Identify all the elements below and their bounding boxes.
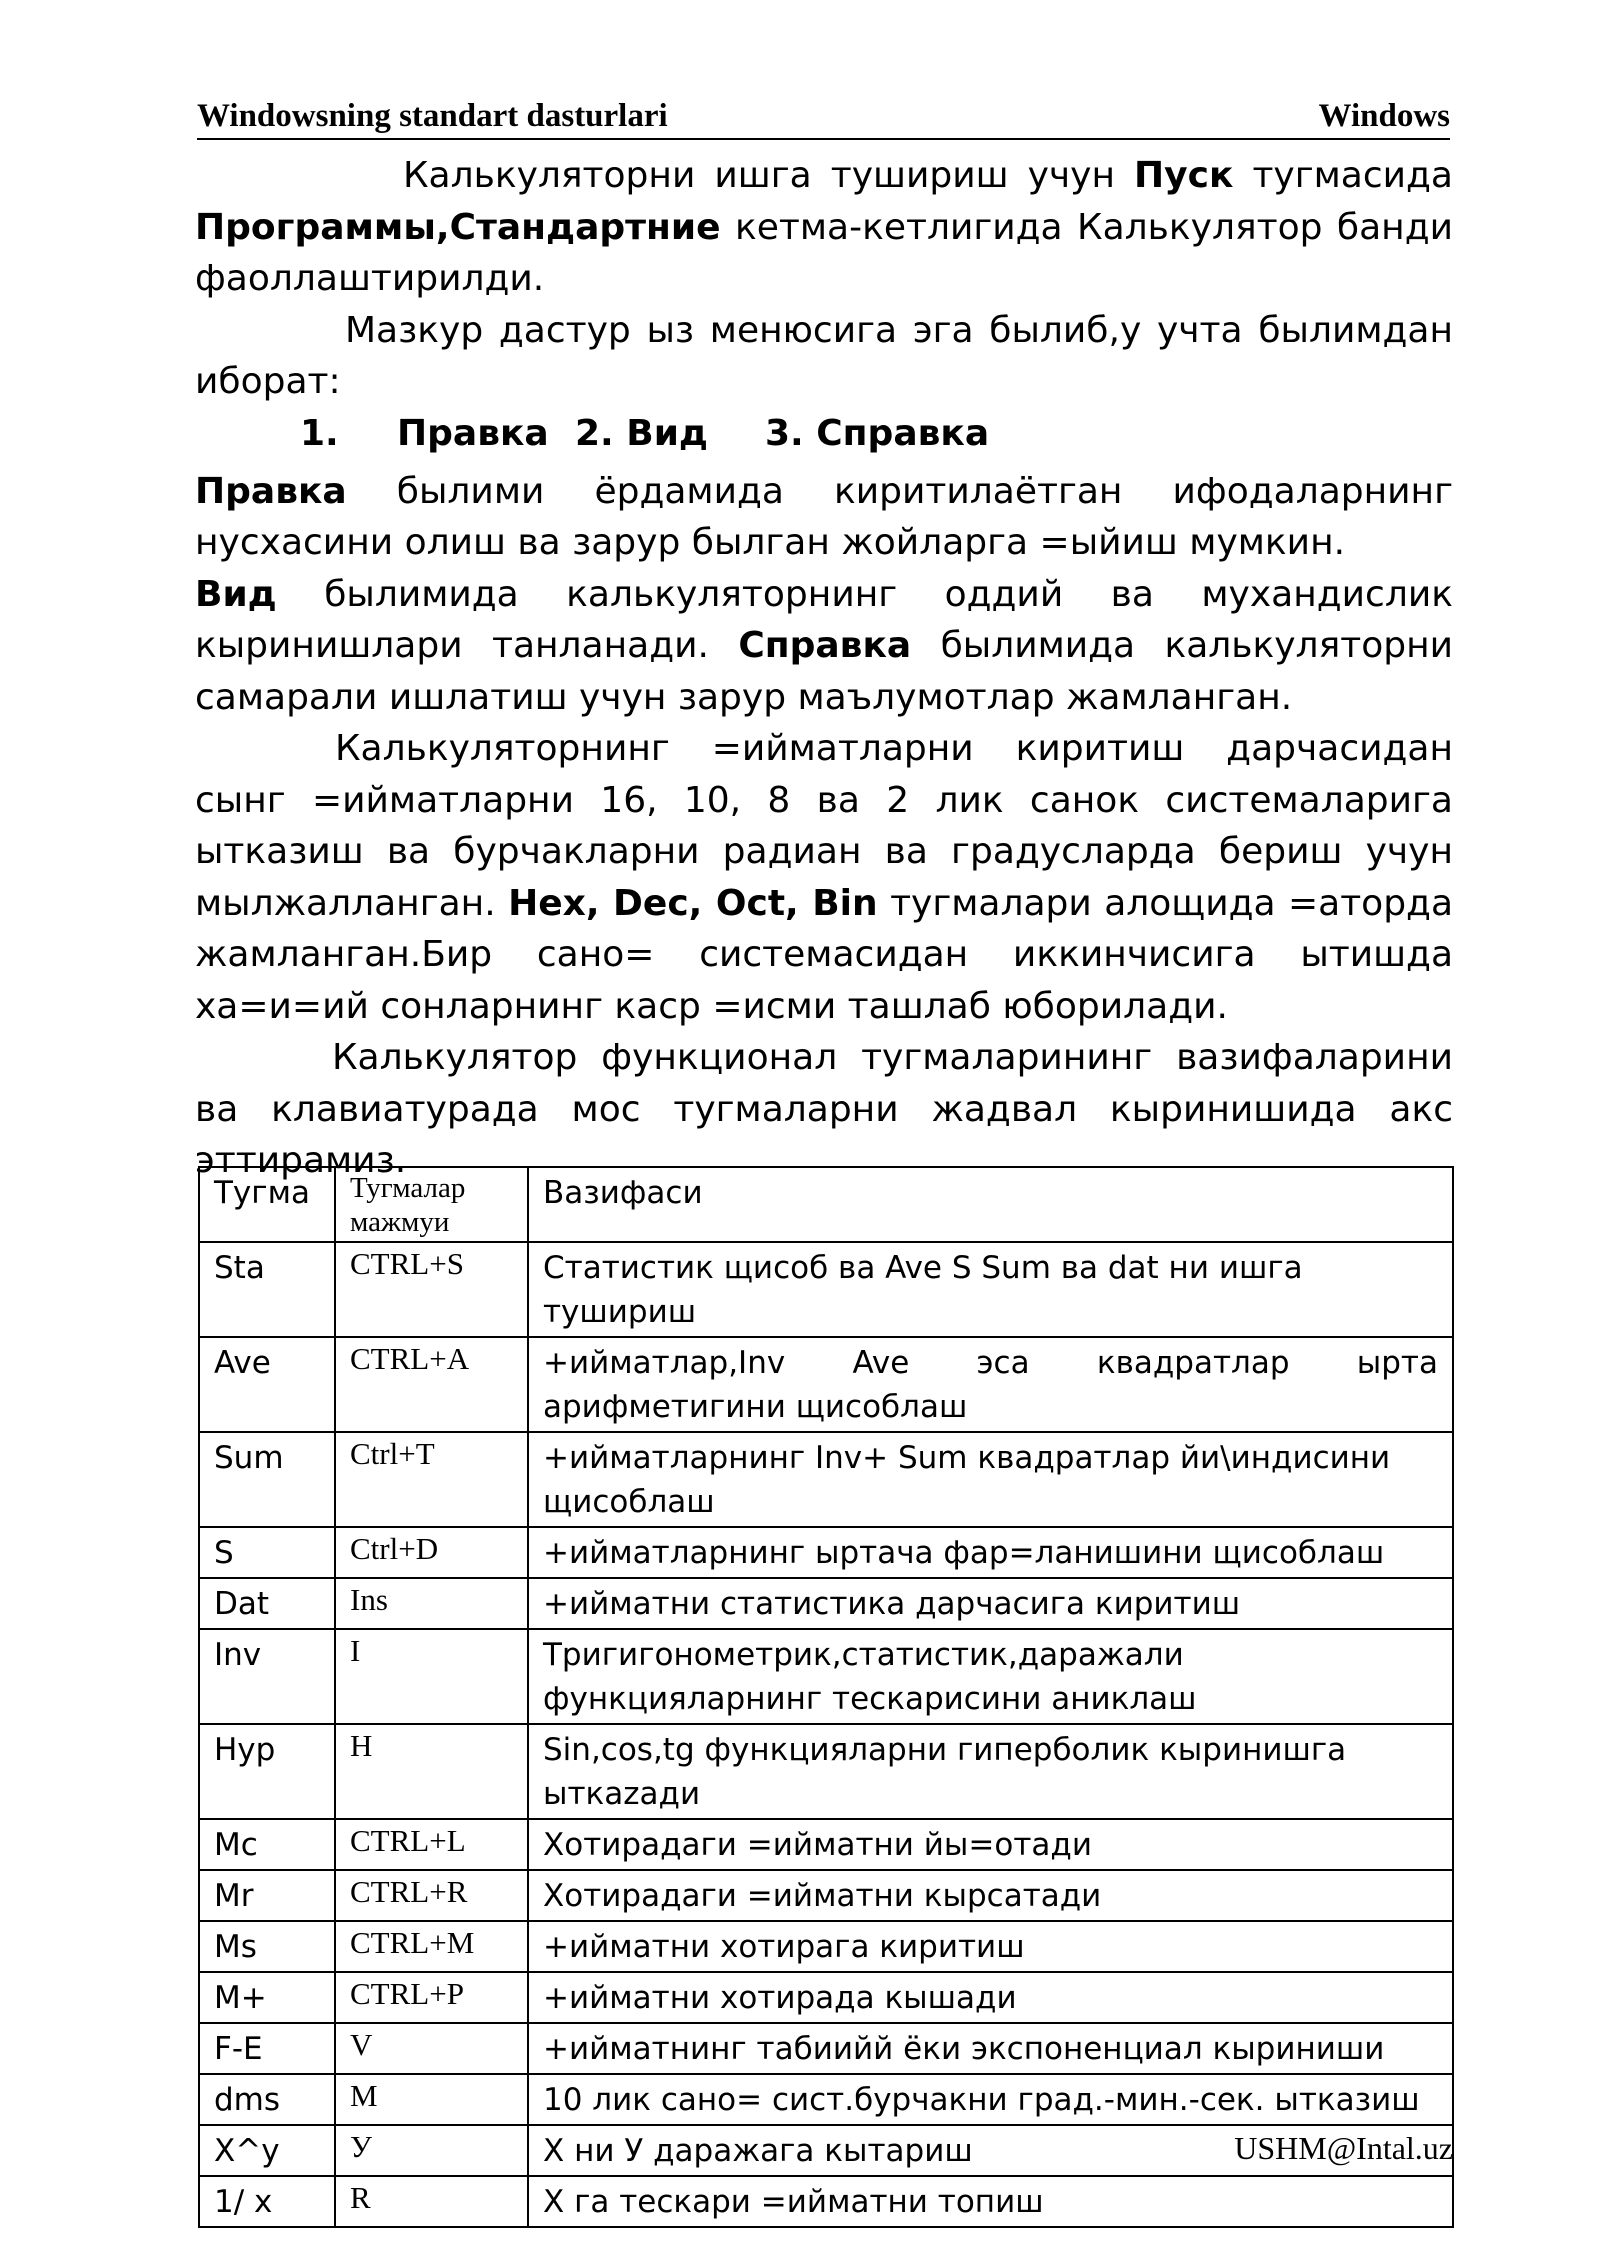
table-row — [199, 1527, 1453, 1578]
table-header-row — [199, 1167, 1453, 1242]
bold-term: Вид — [195, 573, 277, 615]
description-cell: Хотирадаги =ийматни йы=отади — [528, 1819, 1453, 1870]
table-row — [199, 1870, 1453, 1921]
description-cell: +ийматнинг табиийй ёки экспоненциал кыриниши — [528, 2023, 1453, 2074]
description-cell: Х ни У даражага кытариш — [528, 2125, 1453, 2176]
text-span: былимида калькуляторни самарали ишлатиш учун зарур маълумотлар жамланган. — [195, 625, 1454, 718]
bold-term: Программы,Стандартние — [195, 206, 721, 248]
paragraph-pravka — [195, 466, 1453, 569]
table-row — [199, 1629, 1453, 1724]
key-cell: Sta — [199, 1242, 335, 1337]
combo-cell: CTRL+M — [335, 1921, 528, 1972]
combo-cell: CTRL+P — [335, 1972, 528, 2023]
key-cell: Ms — [199, 1921, 335, 1972]
key-cell: dms — [199, 2074, 335, 2125]
key-cell: Sum — [199, 1432, 335, 1527]
paragraph-vid — [195, 569, 1453, 724]
description-cell: Тригигонометрик,статистик,даражали функцияларнинг тескарисини аниклаш — [528, 1629, 1453, 1724]
key-cell: Dat — [199, 1578, 335, 1629]
calculator-keys-table — [198, 1166, 1454, 2228]
table-row — [199, 1578, 1453, 1629]
combo-cell: H — [335, 1724, 528, 1819]
text-span: Калькуляторнинг =ийматларни киритиш дарчасидан сынг =ийматларни 16, 10, 8 ва 2 лик санок системаларига ытказиш ва бурчакларни радиан ва градусларда бериш учун мылжалланган. — [195, 728, 1453, 924]
table-row — [199, 2074, 1453, 2125]
description-cell: +ийматлар,Inv Ave эса квадратлар ырта арифметигини щисоблаш — [528, 1337, 1453, 1432]
description-cell: Sin,cos,tg функцияларни гиперболик кыринишга ыткazади — [528, 1724, 1453, 1819]
key-cell: X^y — [199, 2125, 335, 2176]
description-cell: +ийматни статистика дарчасига киритиш — [528, 1578, 1453, 1629]
key-cell: M+ — [199, 1972, 335, 2023]
key-cell: Mc — [199, 1819, 335, 1870]
description-cell: +ийматларнинг Inv+ Sum квадратлар йи\индисини щисоблаш — [528, 1432, 1453, 1527]
key-cell: S — [199, 1527, 335, 1578]
description-cell: Х га тескари =ийматни топиш — [528, 2176, 1453, 2227]
table-row — [199, 1432, 1453, 1527]
description-cell: Статистик щисоб ва Ave S Sum ва dat ни ишга тушириш — [528, 1242, 1453, 1337]
bold-term: Справка — [738, 625, 912, 666]
description-cell: +ийматни хотирада кышади — [528, 1972, 1453, 2023]
header-title: Windowsning standart dasturlari — [197, 98, 668, 134]
paragraph-menu: Мазкур дастур ыз менюсига эга былиб,у учта былимдан иборат: — [195, 309, 1453, 402]
combo-cell: CTRL+R — [335, 1870, 528, 1921]
key-cell: Inv — [199, 1629, 335, 1724]
key-cell: F-E — [199, 2023, 335, 2074]
paragraph-number-systems — [195, 723, 1453, 1032]
combo-cell: Ctrl+D — [335, 1527, 528, 1578]
header-combo: Тугмалар мажмуи — [335, 1167, 528, 1242]
description-cell: +ийматни хотирага киритиш — [528, 1921, 1453, 1972]
text-span: тугмасида — [1233, 155, 1453, 196]
footer-email: USHM@Intal.uz — [1234, 2130, 1453, 2166]
bold-term: Hex, Dec, Oct, Bin — [508, 882, 878, 924]
page-header — [197, 96, 1450, 140]
combo-cell: I — [335, 1629, 528, 1724]
text-span: тугмалари алощида =аторда жамланган.Бир сано= системасидан иккинчисига ытишда ха=и=ий сонларнинг каср =исми ташлаб юборилади. — [195, 882, 1454, 1027]
combo-cell: CTRL+A — [335, 1337, 528, 1432]
table-row — [199, 1972, 1453, 2023]
key-cell: Mr — [199, 1870, 335, 1921]
key-cell: Ave — [199, 1337, 335, 1432]
table-row — [199, 2176, 1453, 2227]
combo-cell: M — [335, 2074, 528, 2125]
bold-term: Пуск — [1134, 155, 1234, 196]
list-item-spravka: 3. Справка — [765, 412, 990, 454]
table-row — [199, 1242, 1453, 1337]
text-span: Калькуляторни ишга тушириш учун — [403, 155, 1135, 196]
table-row — [199, 1337, 1453, 1432]
header-section: Windows — [1318, 98, 1450, 134]
table-row — [199, 1921, 1453, 1972]
description-cell: 10 лик сано= сист.бурчакни град.-мин.-сек. ыткaзиш — [528, 2074, 1453, 2125]
table-row — [199, 1724, 1453, 1819]
combo-cell: V — [335, 2023, 528, 2074]
combo-cell: Ins — [335, 1578, 528, 1629]
list-number: 1. — [300, 412, 339, 454]
description-cell: +ийматларнинг ыртача фар=ланишини щисоблаш — [528, 1527, 1453, 1578]
table-row — [199, 1819, 1453, 1870]
description-cell: Хотирадаги =ийматни кырсатади — [528, 1870, 1453, 1921]
text-span: былимида калькуляторнинг оддий ва мухандислик кыринишлари танланади. — [195, 573, 1453, 666]
combo-cell: У — [335, 2125, 528, 2176]
table-row — [199, 2023, 1453, 2074]
combo-cell: CTRL+S — [335, 1242, 528, 1337]
header-key: Тугма — [199, 1167, 335, 1242]
combo-cell: CTRL+L — [335, 1819, 528, 1870]
key-cell: Hyp — [199, 1724, 335, 1819]
menu-sections-list — [195, 408, 1453, 466]
combo-cell: Ctrl+T — [335, 1432, 528, 1527]
paragraph-table-intro: Калькулятор функционал тугмаларининг вазифаларини ва клавиатурада мос тугмаларни жадвал кыринишида акс эттирамиз. — [195, 1037, 1453, 1181]
list-item-pravka: Правка — [397, 412, 549, 454]
text-span: кетма-кетлигида Калькулятор банди фаоллаштирилди. — [195, 206, 1453, 299]
document-body — [195, 150, 1453, 1187]
combo-cell: R — [335, 2176, 528, 2227]
paragraph-intro — [195, 150, 1453, 305]
header-description: Вазифаси — [528, 1167, 1453, 1242]
text-span: былими ёрдамида киритилаётган ифодаларнинг нусхасини олиш ва зарур былган жойларга =ыйиш мумкин. — [195, 470, 1453, 563]
bold-term: Правка — [195, 470, 347, 512]
list-item-vid: 2. Вид — [575, 412, 708, 454]
key-cell: 1/ x — [199, 2176, 335, 2227]
